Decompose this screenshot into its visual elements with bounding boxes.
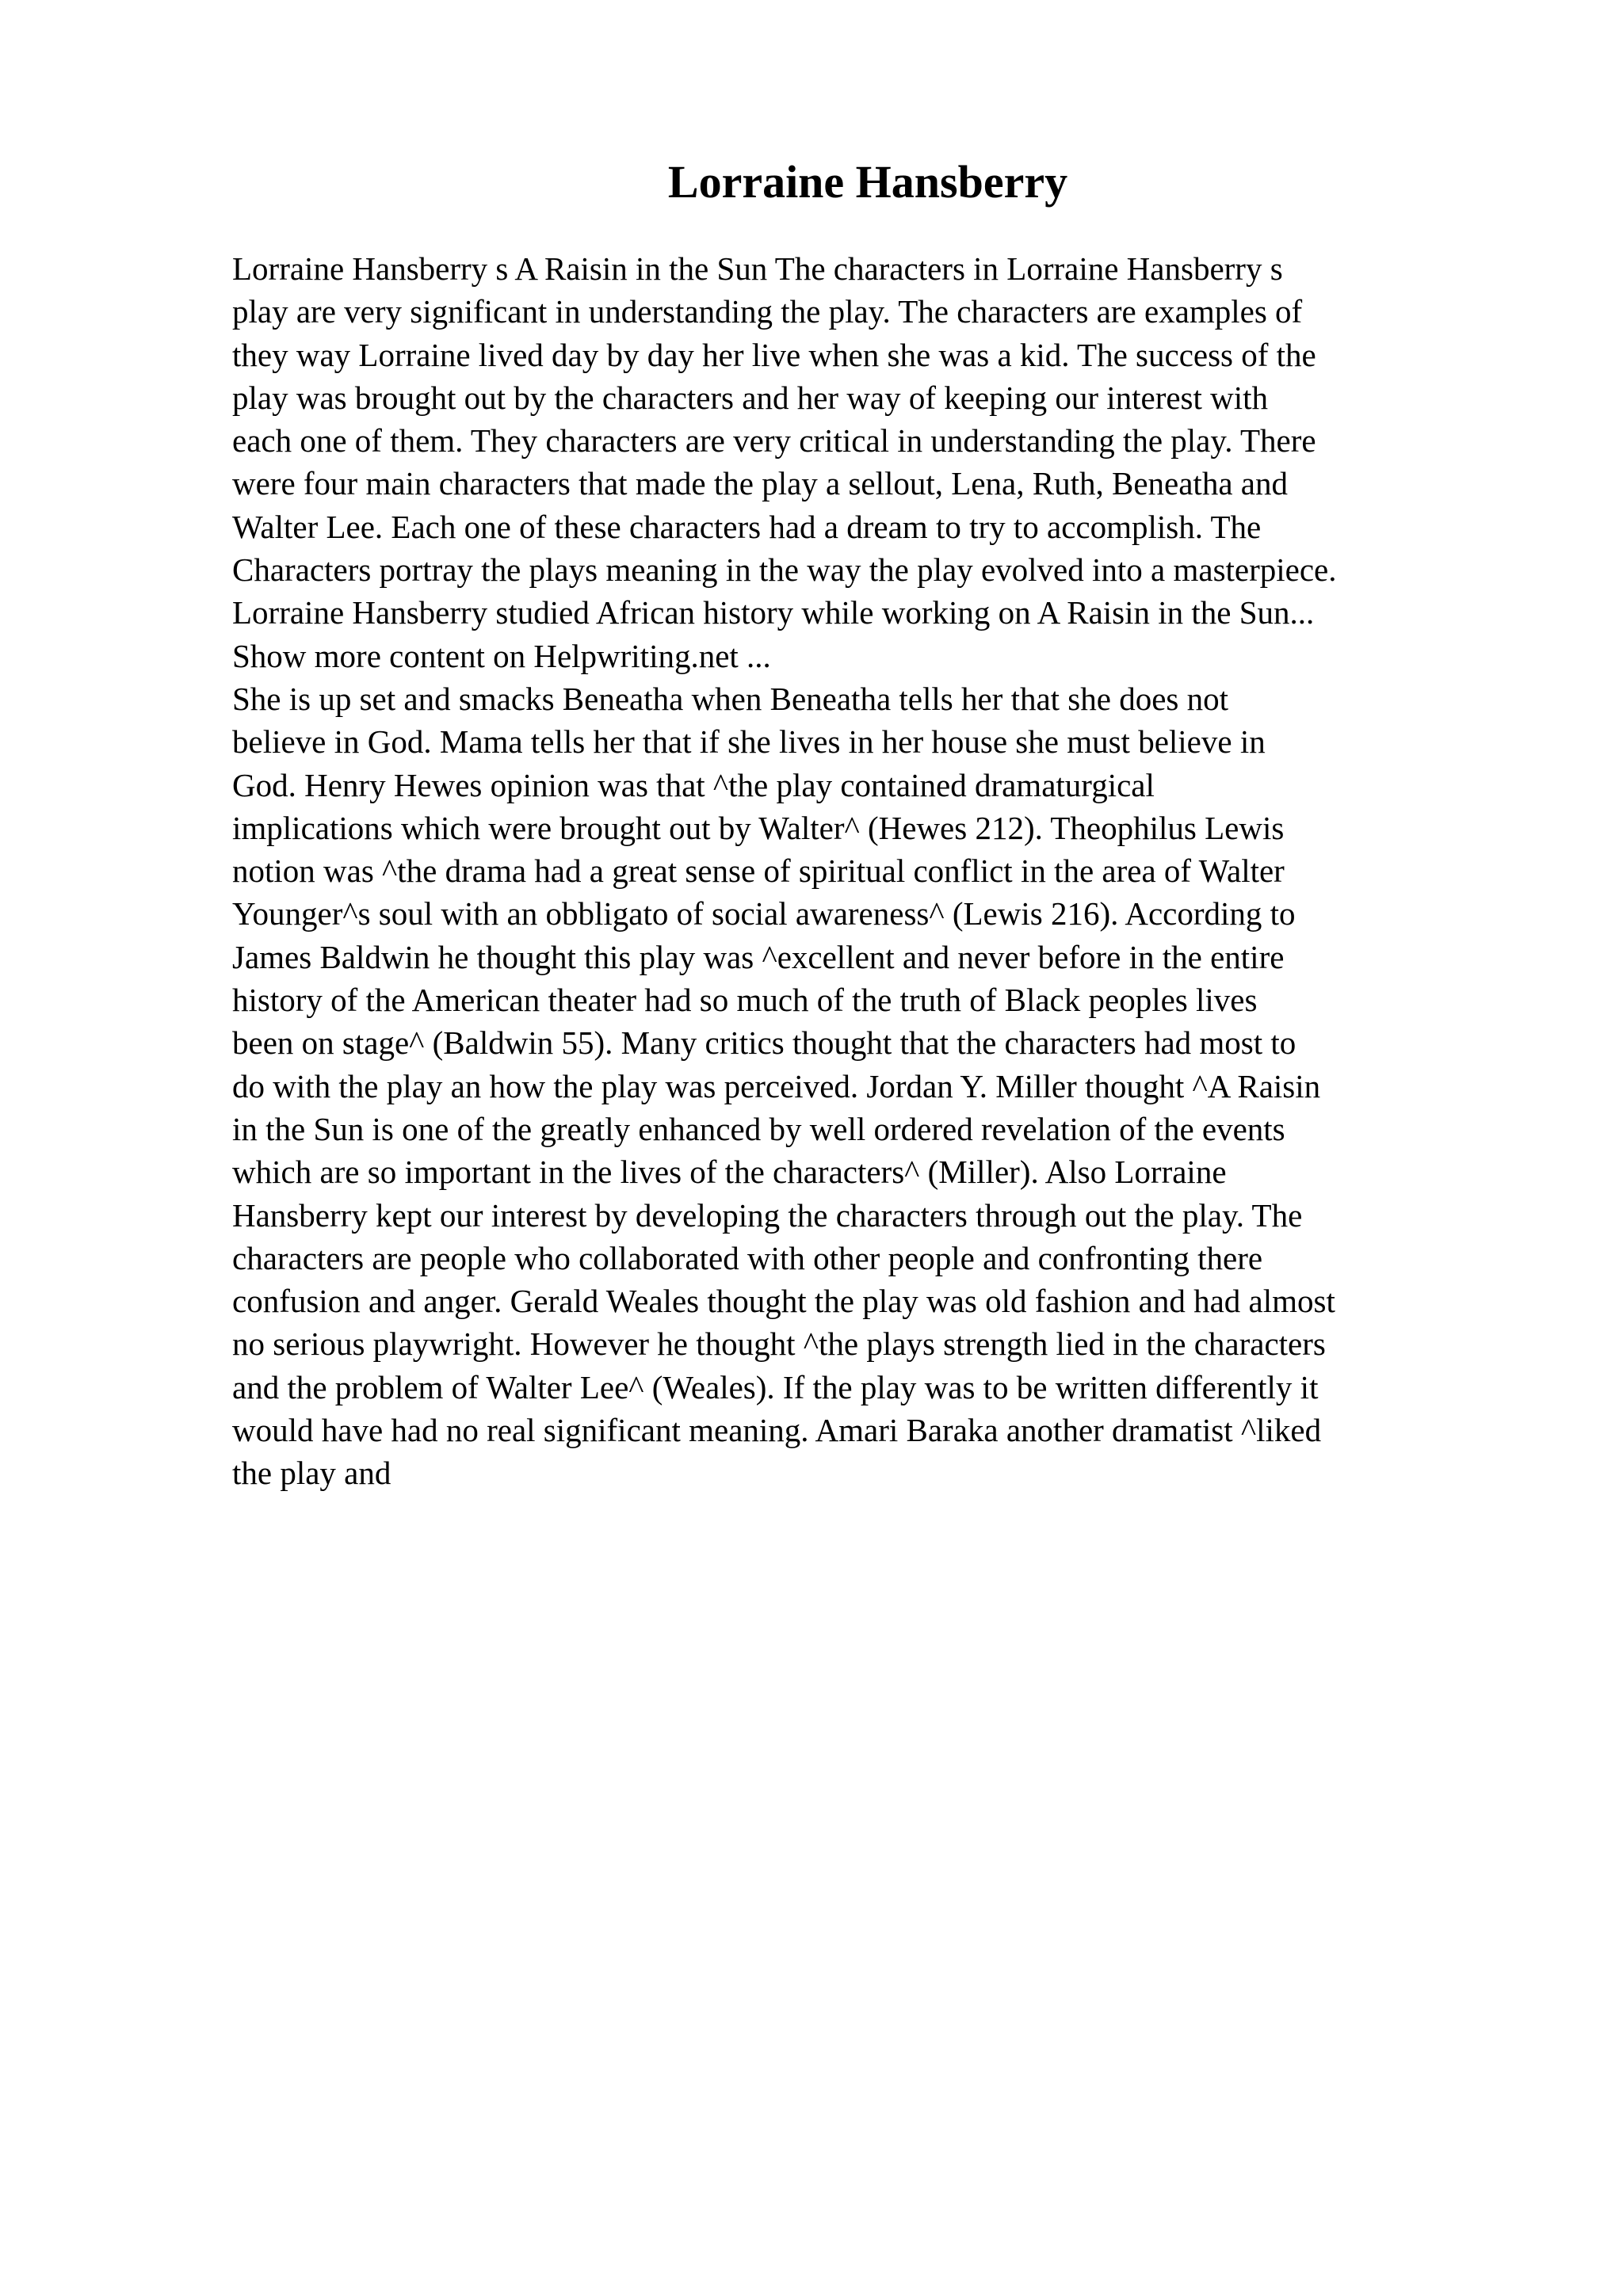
- body-line: James Baldwin he thought this play was ^excellent and never before in the entire: [232, 938, 1285, 975]
- body-line: believe in God. Mama tells her that if she lives in her house she must believe in: [232, 723, 1266, 761]
- body-line: history of the American theater had so much of the truth of Black peoples lives: [232, 982, 1258, 1019]
- body-line: Hansberry kept our interest by developing the characters through out the play. The: [232, 1196, 1303, 1234]
- body-line: each one of them. They characters are very critical in understanding the play. There: [232, 422, 1316, 460]
- body-line: confusion and anger. Gerald Weales thought the play was old fashion and had almost: [232, 1283, 1335, 1320]
- body-line: play was brought out by the characters and her way of keeping our interest with: [232, 379, 1269, 416]
- body-line: which are so important in the lives of the characters^ (Miller). Also Lorraine: [232, 1154, 1227, 1191]
- body-line: in the Sun is one of the greatly enhanced by well ordered revelation of the events: [232, 1110, 1285, 1147]
- body-line: were four main characters that made the play a sellout, Lena, Ruth, Beneatha and: [232, 465, 1288, 502]
- body-line: would have had no real significant meaning. Amari Baraka another dramatist ^liked: [232, 1412, 1322, 1449]
- body-line: play are very significant in understanding the play. The characters are examples of: [232, 293, 1303, 330]
- document-body: [232, 247, 1532, 1495]
- body-line: Walter Lee. Each one of these characters had a dream to try to accomplish. The: [232, 508, 1262, 545]
- body-line: She is up set and smacks Beneatha when Beneatha tells her that she does not: [232, 680, 1229, 717]
- body-line: characters are people who collaborated with other people and confronting there: [232, 1239, 1263, 1276]
- body-line: no serious playwright. However he thought ^the plays strength lied in the characters: [232, 1325, 1326, 1363]
- document-title: Lorraine Hansberry: [667, 156, 1068, 208]
- body-line: God. Henry Hewes opinion was that ^the play contained dramaturgical: [232, 766, 1155, 803]
- body-line: the play and: [232, 1455, 391, 1492]
- body-line: Lorraine Hansberry studied African history while working on A Raisin in the Sun...: [232, 594, 1315, 631]
- body-line: they way Lorraine lived day by day her live when she was a kid. The success of the: [232, 336, 1316, 373]
- body-line: Characters portray the plays meaning in the way the play evolved into a masterpiece.: [232, 551, 1337, 589]
- body-line: Younger^s soul with an obbligato of social awareness^ (Lewis 216). According to: [232, 895, 1296, 933]
- body-line: been on stage^ (Baldwin 55). Many critics thought that the characters had most to: [232, 1024, 1296, 1062]
- body-line: and the problem of Walter Lee^ (Weales). If the play was to be written differently it: [232, 1368, 1319, 1405]
- body-line: Lorraine Hansberry s A Raisin in the Sun The characters in Lorraine Hansberry s: [232, 250, 1283, 287]
- body-line: do with the play an how the play was perceived. Jordan Y. Miller thought ^A Raisin: [232, 1067, 1321, 1104]
- show-more-link-line: Show more content on Helpwriting.net ...: [232, 637, 771, 674]
- body-line: notion was ^the drama had a great sense of spiritual conflict in the area of Walter: [232, 852, 1285, 890]
- body-line: implications which were brought out by Walter^ (Hewes 212). Theophilus Lewis: [232, 809, 1285, 846]
